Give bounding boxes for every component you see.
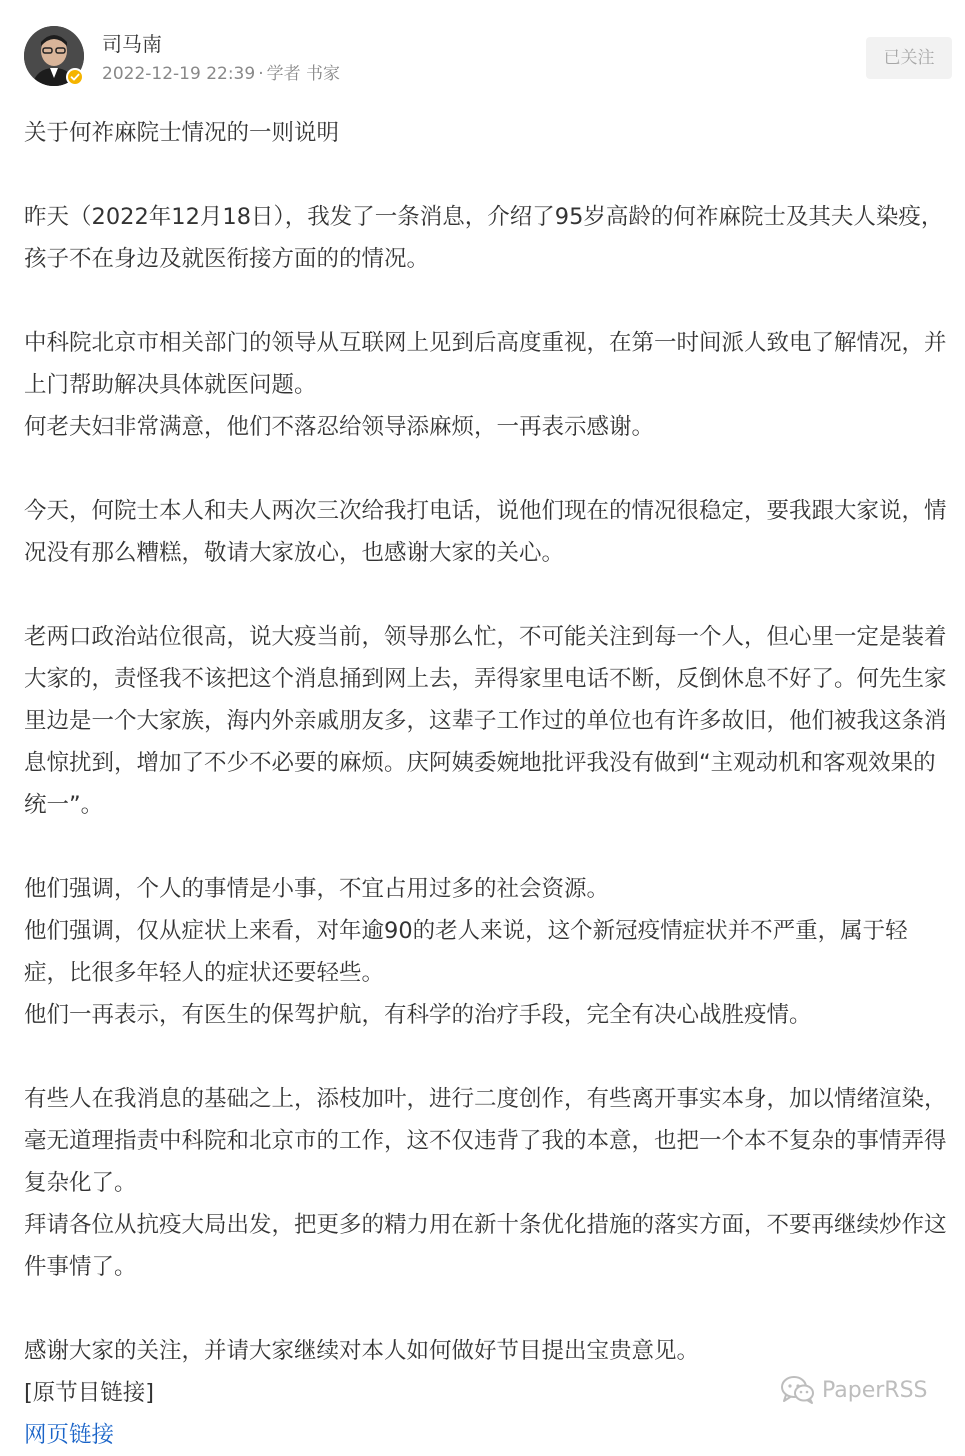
post-content	[24, 112, 948, 1456]
paragraph-gap	[24, 574, 948, 616]
paragraph: 他们一再表示，有医生的保驾护航，有科学的治疗手段，完全有决心战胜疫情。	[24, 1002, 812, 1028]
watermark	[780, 1372, 928, 1408]
watermark-text: PaperRSS	[822, 1377, 928, 1403]
verified-badge-icon	[66, 68, 84, 86]
paragraph-gap	[24, 826, 948, 868]
paragraph-gap	[24, 1288, 948, 1330]
paragraph: 老两口政治站位很高，说大疫当前，领导那么忙，不可能关注到每一个人，但心里一定是装着大家的，责怪我不该把这个消息捅到网上去，弄得家里电话不断，反倒休息不好了。何先生家里边是一个大家族，海内外亲戚朋友多，这辈子工作过的单位也有许多故旧，他们被我这条消息惊扰到，增加了不少不必要的麻烦。庆阿姨委婉地批评我没有做到“主观动机和客观效果的统一”。	[24, 624, 947, 818]
paragraph-gap	[24, 154, 948, 196]
paragraph-gap	[24, 1036, 948, 1078]
paragraph: 他们强调，个人的事情是小事，不宜占用过多的社会资源。	[24, 876, 610, 902]
post-header	[0, 0, 965, 110]
paragraph: 今天，何院士本人和夫人两次三次给我打电话，说他们现在的情况很稳定，要我跟大家说，情况没有那么糟糕，敬请大家放心，也感谢大家的关心。	[24, 498, 947, 566]
post-title: 关于何祚麻院士情况的一则说明	[24, 120, 340, 146]
paragraph: 昨天（2022年12月18日），我发了一条消息，介绍了95岁高龄的何祚麻院士及其夫人染疫，孩子不在身边及就医衔接方面的的情况。	[24, 204, 944, 272]
post-timestamp: 2022-12-19 22:39	[102, 64, 256, 84]
paragraph: 感谢大家的关注，并请大家继续对本人如何做好节目提出宝贵意见。	[24, 1338, 700, 1364]
wechat-icon	[780, 1375, 816, 1405]
paragraph-gap	[24, 448, 948, 490]
paragraph: 何老夫妇非常满意，他们不落忍给领导添麻烦，一再表示感谢。	[24, 414, 655, 440]
follow-button[interactable]: 已关注	[866, 37, 952, 79]
web-link[interactable]: 网页链接	[24, 1422, 115, 1448]
meta-separator: ·	[258, 64, 264, 84]
paragraph: 有些人在我消息的基础之上，添枝加叶，进行二度创作，有些离开事实本身，加以情绪渲染，毫无道理指责中科院和北京市的工作，这不仅违背了我的本意，也把一个本不复杂的事情弄得复杂化了。	[24, 1086, 947, 1196]
paragraph: 他们强调，仅从症状上来看，对年逾90的老人来说，这个新冠疫情症状并不严重，属于轻症，比很多年轻人的症状还要轻些。	[24, 918, 908, 986]
user-name[interactable]: 司马南	[102, 32, 162, 56]
paragraph-gap	[24, 280, 948, 322]
paragraph: 中科院北京市相关部门的领导从互联网上见到后高度重视，在第一时间派人致电了解情况，并上门帮助解决具体就医问题。	[24, 330, 947, 398]
source-link-label: [原节目链接]	[24, 1380, 155, 1406]
post-meta	[102, 63, 340, 85]
paragraph: 拜请各位从抗疫大局出发，把更多的精力用在新十条优化措施的落实方面，不要再继续炒作这件事情了。	[24, 1212, 947, 1280]
user-tags: 学者 书家	[266, 64, 341, 84]
